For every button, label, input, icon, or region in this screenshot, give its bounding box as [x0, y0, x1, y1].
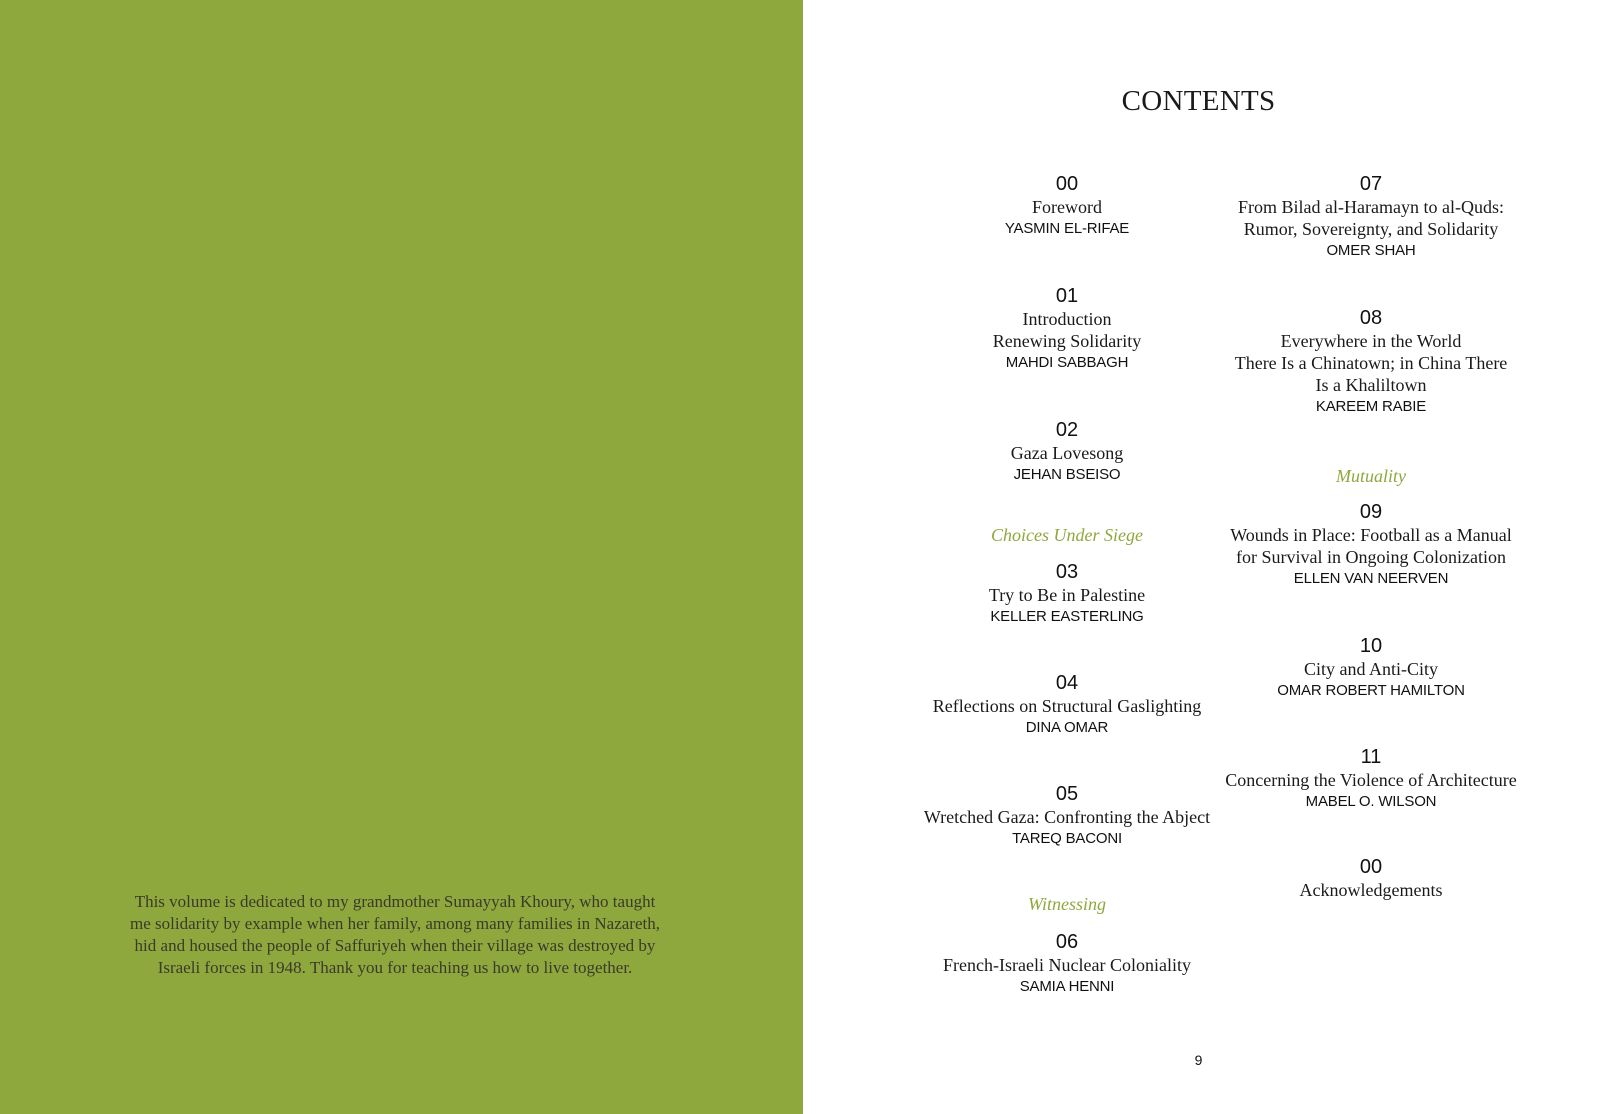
chapter-author: DINA OMAR — [1025, 719, 1109, 736]
chapter-number: 06 — [1055, 931, 1079, 953]
dedication-text: This volume is dedicated to my grandmother Sumayyah Khoury, who taught me solidarity by example when her family, among many families in Nazareth, hid and housed the people of Saffuriyeh when their village was destroyed by Israeli forces in 1948. Thank you for teaching us how to live together. — [130, 892, 660, 977]
chapter-number: 02 — [1055, 419, 1079, 441]
section-heading: Mutuality — [1336, 466, 1406, 486]
chapter-number: 09 — [1359, 501, 1383, 523]
chapter-title: Wretched Gaza: Confronting the Abject — [923, 807, 1211, 827]
chapter-number: 10 — [1359, 635, 1383, 657]
chapter-title: City and Anti-City — [1303, 659, 1438, 679]
chapter-number: 00 — [1055, 173, 1079, 195]
chapter-number: 11 — [1360, 746, 1382, 768]
chapter-author: KAREEM RABIE — [1315, 398, 1427, 415]
chapter-number: 01 — [1055, 285, 1079, 307]
chapter-number: 04 — [1055, 672, 1079, 694]
contents-title: CONTENTS — [1121, 85, 1276, 117]
chapter-title: Introduction Renewing Solidarity — [992, 309, 1142, 351]
toc-entry[interactable] — [1181, 172, 1561, 262]
chapter-author: MABEL O. WILSON — [1305, 793, 1437, 810]
chapter-title: Acknowledgements — [1299, 880, 1443, 900]
chapter-title: Wounds in Place: Football as a Manual for Survival in Ongoing Colonization — [1230, 525, 1512, 567]
toc-entry[interactable] — [1181, 306, 1561, 418]
page-number: 9 — [1194, 1052, 1203, 1068]
chapter-author: ELLEN VAN NEERVEN — [1293, 570, 1449, 587]
chapter-title: Everywhere in the World There Is a Chinatown; in China There Is a Khaliltown — [1234, 331, 1508, 395]
chapter-number: 08 — [1359, 307, 1383, 329]
chapter-author: SAMIA HENNI — [1019, 978, 1115, 995]
chapter-title: From Bilad al-Haramayn to al-Quds: Rumor, Sovereignty, and Solidarity — [1238, 197, 1504, 239]
chapter-number: 03 — [1055, 561, 1079, 583]
chapter-number: 07 — [1359, 173, 1383, 195]
toc-entry[interactable] — [1181, 634, 1561, 702]
chapter-number: 05 — [1055, 783, 1079, 805]
chapter-title: Reflections on Structural Gaslighting — [932, 696, 1202, 716]
chapter-author: OMAR ROBERT HAMILTON — [1277, 682, 1465, 699]
toc-entry[interactable] — [1181, 745, 1561, 813]
chapter-number: 00 — [1359, 856, 1383, 878]
chapter-title: Gaza Lovesong — [1010, 443, 1124, 463]
contents-page — [803, 0, 1600, 1114]
section-heading: Witnessing — [1027, 894, 1106, 914]
toc-entry[interactable] — [1181, 855, 1561, 901]
chapter-title: Try to Be in Palestine — [988, 585, 1146, 605]
chapter-title: Foreword — [1032, 197, 1102, 217]
toc-entry[interactable] — [1181, 500, 1561, 590]
chapter-author: YASMIN EL-RIFAE — [1004, 220, 1130, 237]
chapter-author: JEHAN BSEISO — [1013, 466, 1121, 483]
chapter-author: MAHDI SABBAGH — [1005, 354, 1129, 371]
chapter-author: KELLER EASTERLING — [990, 608, 1144, 625]
chapter-author: TAREQ BACONI — [1012, 830, 1122, 847]
chapter-title: French-Israeli Nuclear Coloniality — [943, 955, 1191, 975]
chapter-title: Concerning the Violence of Architecture — [1225, 770, 1517, 790]
section-heading: Choices Under Siege — [991, 525, 1143, 545]
toc-entry[interactable] — [867, 930, 1267, 998]
chapter-author: OMER SHAH — [1326, 242, 1416, 259]
